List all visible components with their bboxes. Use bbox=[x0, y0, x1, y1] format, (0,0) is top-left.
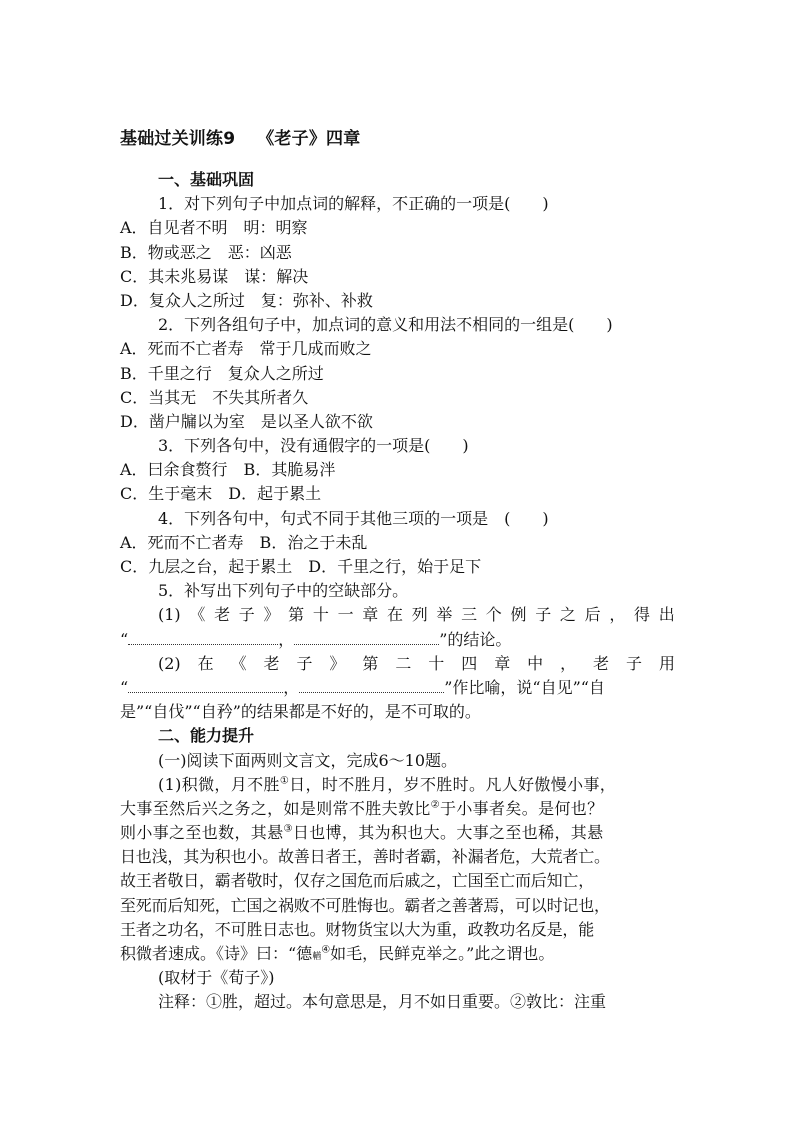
question-4-options-cd: C．九层之台，起于累土 D．千里之行，始于足下 bbox=[120, 557, 482, 576]
passage-text: (1)积微，月不胜 bbox=[158, 774, 280, 794]
question-5-stem: 5．补写出下列句子中的空缺部分。 bbox=[158, 581, 409, 601]
passage-line bbox=[120, 942, 675, 966]
passage-line: 故王者敬日，霸者敬时，仅存之国危而后戚之，亡国至亡而后知亡， bbox=[120, 871, 595, 891]
comma: ， bbox=[278, 629, 295, 649]
spaced-character: 《 bbox=[230, 653, 247, 673]
spaced-character: 列 bbox=[411, 605, 428, 625]
spaced-character: 子 bbox=[626, 653, 643, 673]
spaced-character: 在 bbox=[197, 653, 214, 673]
question-2-option-b: B．千里之行 复众人之所过 bbox=[120, 363, 324, 383]
small-character: 輶 bbox=[312, 952, 322, 962]
question-5-part-1-line bbox=[120, 603, 675, 627]
spaced-character: 子 bbox=[238, 605, 255, 625]
title-chapter: 《老子》四章 bbox=[257, 129, 361, 149]
passage-text: 于小事者矣。是何也？ bbox=[439, 798, 604, 818]
footnote-marker: ③ bbox=[283, 823, 293, 835]
spaced-character: 个 bbox=[485, 605, 502, 625]
question-2-option-c: C．当其无 不失其所者久 bbox=[120, 387, 309, 407]
fill-blank[interactable] bbox=[294, 630, 439, 645]
spaced-character: 中 bbox=[527, 653, 544, 673]
spaced-character: 第 bbox=[362, 653, 379, 673]
spaced-character: 二 bbox=[395, 653, 412, 673]
spaced-character: 得 bbox=[634, 605, 651, 625]
question-5-part-2-blanks bbox=[120, 676, 675, 700]
passage-text: 则小事之至也数，其悬 bbox=[120, 823, 284, 843]
quote-open: “ bbox=[120, 629, 129, 649]
fill-blank[interactable] bbox=[128, 678, 283, 693]
section-heading-ability: 二、能力提升 bbox=[158, 726, 255, 746]
spaced-character: 老 bbox=[263, 653, 280, 673]
fill-blank[interactable] bbox=[299, 678, 444, 693]
question-1-option-b: B．物或恶之 恶：凶恶 bbox=[120, 242, 292, 262]
spaced-character: 四 bbox=[461, 653, 478, 673]
spaced-character: 三 bbox=[461, 605, 478, 625]
spaced-character: 老 bbox=[593, 653, 610, 673]
question-5-part-2-line bbox=[120, 652, 675, 676]
spaced-character: 《 bbox=[189, 605, 206, 625]
passage-line: 日也浅，其为积也小。故善日者王，善时者霸，补漏者危，大荒者亡。 bbox=[120, 847, 610, 867]
question-2-option-d: D．凿户牖以为室 是以圣人欲不欲 bbox=[120, 411, 373, 431]
passage-text: 如毛，民鲜克举之。”此之谓也。 bbox=[330, 944, 555, 963]
spaced-character: 第 bbox=[288, 605, 305, 625]
section-heading-basic: 一、基础巩固 bbox=[158, 170, 255, 189]
spaced-character: (1) bbox=[158, 605, 181, 625]
spaced-character: 子 bbox=[296, 653, 313, 673]
question-5-part-1-tail: ”的结论。 bbox=[439, 629, 512, 649]
question-1-option-a: A．自见者不明 明：明察 bbox=[120, 218, 308, 238]
spaced-character: 例 bbox=[510, 605, 527, 625]
footnote-marker: ① bbox=[279, 775, 290, 787]
passage-text: 日也博，其为积也大。大事之至也稀，其悬 bbox=[292, 823, 604, 843]
question-1-option-c: C．其未兆易谋 谋：解决 bbox=[120, 266, 309, 286]
passage-text: 日，时不胜月，岁不胜时。凡人好傲慢小事， bbox=[289, 774, 617, 794]
passage-notes: 注释：①胜，超过。本句意思是，月不如日重要。②敦比：注重 bbox=[158, 992, 607, 1012]
quote-open: “ bbox=[120, 677, 129, 697]
spaced-character: (2) bbox=[158, 653, 181, 673]
passage-source: (取材于《荀子》) bbox=[158, 968, 275, 988]
passage-line: 至死而后知死，亡国之祸败不可胜悔也。霸者之善著焉，可以时记也， bbox=[120, 895, 610, 915]
passage-intro: (一)阅读下面两则文言文，完成6～10题。 bbox=[158, 750, 458, 770]
comma: ， bbox=[283, 677, 300, 697]
document-body bbox=[120, 168, 675, 1015]
question-5-part-2-continuation: 是”“自伐”“自矜”的结果都是不好的，是不可取的。 bbox=[120, 702, 481, 722]
footnote-marker: ② bbox=[430, 799, 440, 811]
fill-blank[interactable] bbox=[128, 630, 278, 645]
spaced-character: 章 bbox=[494, 653, 511, 673]
spaced-character: 老 bbox=[214, 605, 231, 625]
question-4-stem: 4．下列各句中，句式不同于其他三项的一项是 ( ) bbox=[158, 508, 549, 528]
passage-line bbox=[120, 821, 675, 845]
passage-line bbox=[120, 797, 675, 821]
spaced-character: ， bbox=[609, 605, 626, 625]
spaced-character: 十 bbox=[428, 653, 445, 673]
question-2-option-a: A．死而不亡者寿 常于几成而败之 bbox=[120, 339, 372, 359]
question-4-options-ab: A．死而不亡者寿 B．治之于未乱 bbox=[120, 532, 368, 552]
question-5-part-1-blanks bbox=[120, 628, 675, 652]
question-5-part-2-tail: ”作比喻，说“自见”“自 bbox=[444, 677, 605, 697]
question-3-options-cd: C．生于毫末 D．起于累土 bbox=[120, 484, 322, 504]
spaced-character: 子 bbox=[535, 605, 552, 625]
question-1-stem: 1．对下列句子中加点词的解释，不正确的一项是( ) bbox=[158, 194, 549, 214]
spaced-character: 后 bbox=[584, 605, 601, 625]
passage-text: 大事至然后兴之务之，如是则常不胜夫敦比 bbox=[120, 798, 431, 818]
spaced-character: 之 bbox=[559, 605, 576, 625]
spaced-character: 十 bbox=[312, 605, 329, 625]
question-2-stem: 2．下列各组句子中，加点词的意义和用法不相同的一组是( ) bbox=[158, 315, 613, 335]
spaced-character: 》 bbox=[329, 653, 346, 673]
spaced-character: 出 bbox=[658, 605, 675, 625]
spaced-character: 举 bbox=[436, 605, 453, 625]
spaced-character: 用 bbox=[658, 653, 675, 673]
spaced-character: ， bbox=[560, 653, 577, 673]
spaced-character: 一 bbox=[337, 605, 354, 625]
footnote-marker: ④ bbox=[321, 944, 331, 956]
passage-line: 王者之功名，不可胜日志也。财物货宝以大为重，政教功名反是，能 bbox=[120, 919, 595, 939]
passage-line bbox=[120, 773, 675, 797]
passage-text: 积微者速成。《诗》曰：“德 bbox=[120, 944, 313, 963]
spaced-character: 章 bbox=[362, 605, 379, 625]
question-1-option-d: D．复众人之所过 复：弥补、补救 bbox=[120, 290, 373, 310]
question-3-options-ab: A．曰余食赘行 B．其脆易泮 bbox=[120, 460, 336, 480]
page-title bbox=[120, 124, 360, 149]
question-3-stem: 3．下列各句中，没有通假字的一项是( ) bbox=[158, 436, 469, 456]
spaced-character: 》 bbox=[263, 605, 280, 625]
spaced-character: 在 bbox=[386, 605, 403, 625]
title-exercise-number: 基础过关训练9 bbox=[120, 129, 236, 149]
